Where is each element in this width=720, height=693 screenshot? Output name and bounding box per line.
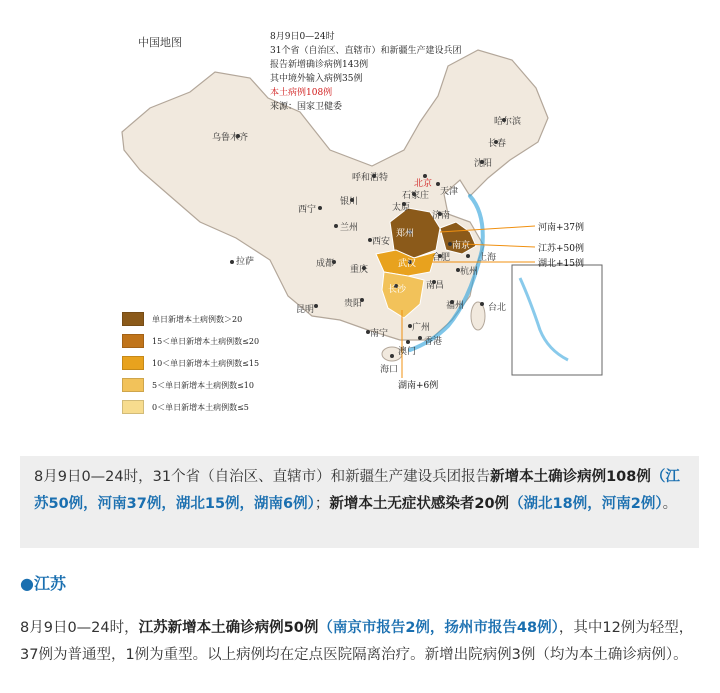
legend-label: 0＜单日新增本土病例数≤5: [152, 402, 249, 412]
city-label-jinan: 济南: [432, 211, 451, 221]
city-label-nanning: 南宁: [370, 329, 389, 339]
legend-label: 5＜单日新增本土病例数≤10: [152, 380, 254, 390]
callout-jiangsu: 江苏+50例: [538, 244, 584, 254]
city-label-kunming: 昆明: [296, 305, 315, 315]
summary-asymptomatic-breakdown: （湖北18例，河南2例）: [509, 496, 663, 512]
info-line-source: 来源：国家卫健委: [270, 102, 343, 112]
legend-label: 15＜单日新增本土病例数≤20: [152, 336, 260, 346]
taiwan-shape: [471, 302, 485, 330]
city-label-guangzhou: 广州: [412, 323, 431, 333]
south-sea-inset: [512, 265, 602, 375]
map-legend: [122, 308, 259, 418]
legend-row: [122, 308, 259, 330]
summary-asymptomatic: 新增本土无症状感染者20例: [329, 496, 510, 512]
callout-henan: 河南+37例: [538, 223, 584, 233]
city-label-hefei: 合肥: [432, 253, 451, 263]
para-date: 8月9日0—24时，: [20, 620, 139, 636]
info-line-regions: 31个省（自治区、直辖市）和新疆生产建设兵团: [270, 46, 462, 56]
legend-row: [122, 374, 259, 396]
city-label-xian: 西安: [372, 237, 391, 247]
city-label-macau: 澳门: [398, 347, 417, 357]
city-label-guiyang: 贵阳: [344, 299, 363, 309]
city-label-changchun: 长春: [488, 139, 507, 149]
para-details: ，其中12例为轻型，37例为普通型，1例为重型。以上病例均在定点医院隔离治疗。新增出院病例3例（均为本土确诊病例）。: [20, 620, 694, 663]
legend-swatch: [122, 312, 144, 326]
city-label-chongqing: 重庆: [350, 265, 369, 275]
info-line-date: 8月9日0—24时: [270, 32, 335, 42]
para-jiangsu-cases: 江苏新增本土确诊病例50例: [138, 620, 319, 636]
city-label-haikou: 海口: [380, 365, 399, 375]
city-label-shijiazhuang: 石家庄: [402, 191, 430, 201]
city-label-taipei: 台北: [488, 303, 507, 313]
city-label-zhengzhou: 郑州: [396, 229, 415, 239]
city-label-shenyang: 沈阳: [474, 159, 493, 169]
city-label-beijing: 北京: [414, 179, 433, 189]
city-label-harbin: 哈尔滨: [494, 117, 522, 127]
summary-local-cases: 新增本土确诊病例108例: [490, 469, 651, 485]
city-label-hohhot: 呼和浩特: [352, 173, 389, 183]
summary-end: 。: [662, 496, 678, 512]
legend-row: [122, 330, 259, 352]
city-label-nanchang: 南昌: [426, 281, 445, 291]
legend-swatch: [122, 334, 144, 348]
city-label-fuzhou: 福州: [446, 301, 465, 311]
city-label-xining: 西宁: [298, 205, 317, 215]
legend-swatch: [122, 400, 144, 414]
para-city-breakdown: （南京市报告2例，扬州市报告48例）: [318, 620, 559, 636]
summary-box: [20, 456, 699, 548]
city-label-urumqi: 乌鲁木齐: [212, 133, 249, 143]
city-label-nanjing: 南京: [452, 241, 471, 251]
legend-row: [122, 396, 259, 418]
city-label-hangzhou: 杭州: [460, 267, 479, 277]
city-label-wuhan: 武汉: [398, 259, 417, 269]
jiangsu-paragraph: [20, 615, 702, 669]
section-title-jiangsu: ●江苏: [20, 574, 66, 593]
summary-local-breakdown: （江苏50例，河南37例，湖北15例，湖南6例）: [34, 469, 680, 512]
city-label-lanzhou: 兰州: [340, 223, 359, 233]
legend-label: 10＜单日新增本土病例数≤15: [152, 358, 260, 368]
city-label-changsha: 长沙: [388, 285, 407, 295]
legend-label: 单日新增本土病例数＞20: [152, 314, 243, 324]
city-label-tianjin: 天津: [440, 187, 459, 197]
city-label-lhasa: 拉萨: [236, 257, 255, 267]
city-label-yinchuan: 银川: [340, 197, 359, 207]
info-line-total: 报告新增确诊病例143例: [270, 60, 369, 70]
callout-hunan: 湖南+6例: [398, 381, 439, 391]
city-label-hongkong: 香港: [424, 337, 443, 347]
callout-hubei: 湖北+15例: [538, 259, 584, 269]
info-line-imported: 其中境外输入病例35例: [270, 74, 363, 84]
summary-separator: ；: [314, 496, 330, 512]
city-label-taiyuan: 太原: [392, 203, 411, 213]
city-label-chengdu: 成都: [316, 259, 335, 269]
legend-swatch: [122, 356, 144, 370]
info-line-local: 本土病例108例: [270, 88, 333, 98]
map-title: 中国地图: [138, 36, 182, 49]
legend-row: [122, 352, 259, 374]
city-label-shanghai: 上海: [478, 253, 497, 263]
map-info-box: [270, 30, 461, 114]
summary-text: 8月9日0—24时，31个省（自治区、直辖市）和新疆生产建设兵团报告: [34, 469, 491, 485]
legend-swatch: [122, 378, 144, 392]
